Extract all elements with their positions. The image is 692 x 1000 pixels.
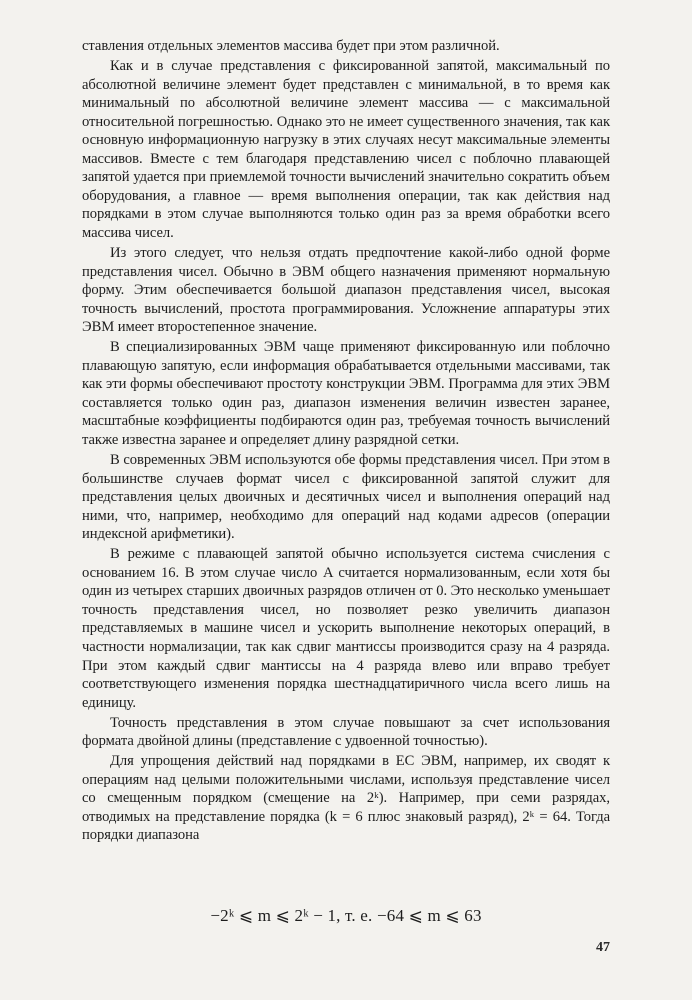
paragraph-6: В режиме с плавающей запятой обычно используется система счисления с основанием 16. В этом случае число A считается нормализованным, если хотя бы один из четырех старших двоичных разрядов отличен от 0. Это несколько уменьшает точность представления чисел, но позволяет резко увеличить диапазон представляемых в машине чисел и ускорить выполнение некоторых операций, в частности нормализации, так как сдвиг мантиссы производится сразу на 4 разряда. При этом каждый сдвиг мантиссы на 4 разряда влево или вправо требует соответствующего изменения порядка шестнадцатиричного числа всего лишь на единицу. bbox=[82, 546, 610, 711]
paragraph-4: В специализированных ЭВМ чаще применяют фиксированную или поблочно плавающую запятую, если информация обрабатывается отдельными массивами, так как эти формы обеспечивают простоту конструкции ЭВМ. Программа для этих ЭВМ составляется только один раз, диапазон изменения величин известен заранее, масштабные коэффициенты подбираются один раз, требуемая точность вычислений также известна заранее и определяет длину разрядной сетки. bbox=[82, 339, 610, 448]
paragraph-3: Из этого следует, что нельзя отдать предпочтение какой-либо одной форме представления чисел. Обычно в ЭВМ общего назначения применяют нормальную форму. Этим обеспечивается большой диапазон представления чисел, высокая точность вычислений, простота программирования. Усложнение аппаратуры этих ЭВМ имеет второстепенное значение. bbox=[82, 245, 610, 336]
page-number: 47 bbox=[596, 940, 610, 955]
paragraph-8: Для упрощения действий над порядками в ЕС ЭВМ, например, их сводят к операциям над целыми положительными числами, используя представление чисел со смещенным порядком (смещение на 2ᵏ). Например, при семи разрядах, отводимых на представление порядка (k = 6 плюс знаковый разряд), 2ᵏ = 64. Тогда порядки диапазона bbox=[82, 753, 610, 844]
paragraph-1: ставления отдельных элементов массива будет при этом различной. bbox=[82, 38, 500, 54]
exponent-range-formula: −2ᵏ ⩽ m ⩽ 2ᵏ − 1, т. е. −64 ⩽ m ⩽ 63 bbox=[210, 906, 482, 925]
paragraph-2: Как и в случае представления с фиксированной запятой, максимальный по абсолютной величине элемент будет представлен с минимальной, в то время как минимальный по абсолютной величине элемент массива — с максимальной относительной погрешностью. Однако это не имеет существенного значения, так как основную информационную нагрузку в этих случаях несут максимальные элементы массивов. Вместе с тем благодаря представлению чисел с поблочно плавающей запятой удается при приемлемой точности вычислений значительно сократить объем оборудования, а главное — время выполнения операции, так как действия над порядками в этом случае выполняются только один раз за время обработки всего массива чисел. bbox=[82, 58, 610, 241]
body-text bbox=[82, 37, 610, 847]
paragraph-7: Точность представления в этом случае повышают за счет использования формата двойной длины (представление с удвоенной точностью). bbox=[82, 714, 610, 750]
paragraph-5: В современных ЭВМ используются обе формы представления чисел. При этом в большинстве случаев формат чисел с фиксированной запятой служит для представления целых двоичных и десятичных чисел и выполнения операций над ними, что, например, необходимо для операций над кодами адресов (операции индексной арифметики). bbox=[82, 452, 610, 543]
